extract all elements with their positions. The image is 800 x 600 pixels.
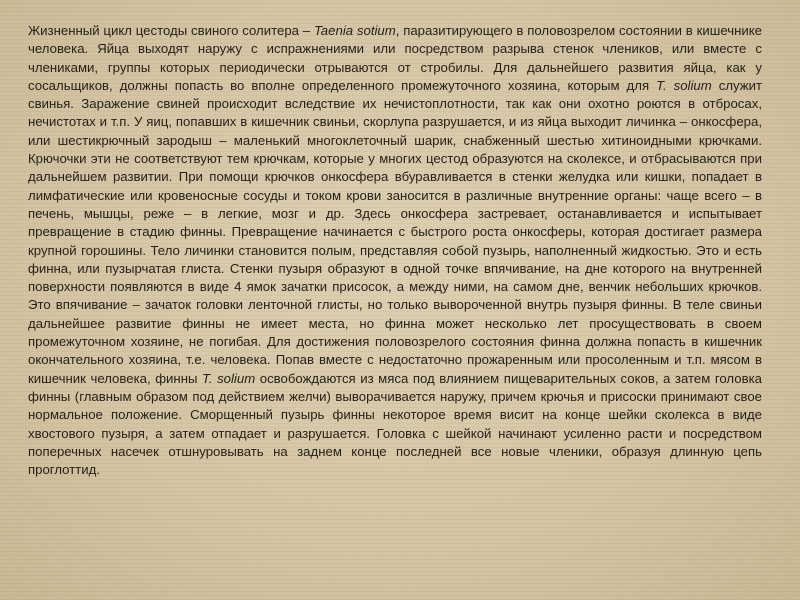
text-run: , паразитирующего в половозрелом состоянии в кишечнике человека. Яйца выходят наружу с испражнениями или посредством разрыва стенок члеников, или вместе с члениками, группы которых периодически отрываются от стробилы. Для дальнейшего развития яйца, как у сосальщиков, должны попасть во вполне определенного промежуточного хозяина, которым для [28, 23, 762, 93]
text-run: Жизненный цикл цестоды свиного солитера – [28, 23, 314, 38]
text-run: освобождаются из мяса под влиянием пищеварительных соков, а затем головка финны (главным образом под действием желчи) выворачивается наружу, причем крючья и присоски принимают свое нормальное положение. Сморщенный пузырь финны некоторое время висит на конце шейки сколекса в виде хвостового пузыря, а затем отпадает и разрушается. Головка с шейкой начинают усиленно расти и посредством поперечных насечек отшнуровывать на заднем конце последней все новые членики, образуя длинную цепь проглоттид. [28, 370, 762, 478]
species-name: T. solium [656, 77, 712, 93]
species-name: Taenia sotium [313, 23, 396, 38]
text-run: служит свинья. Заражение свиней происходит вследствие их нечистоплотности, так как они охотно роются в отбросах, нечистотах и т.п. У яиц, попавших в кишечник свиньи, скорлупа разрушается, и из яйца выходит личинка – онкосфера, или шестикрючный зародыш – маленький многоклеточный шарик, снабженный шестью хитиноидными крючками. Крючочки эти не соответствуют тем крючкам, которые у многих цестод образуются на сколексе, и отбрасываются при дальнейшем развитии. При помощи крючков онкосфера вбуравливается в стенки желудка или кишки, попадает в лимфатические или кровеносные сосуды и током крови заносится в различные внутренние органы: чаще всего – в печень, мышцы, реже – в легкие, мозг и др. Здесь онкосфера застревает, останавливается и испытывает превращение в стадию финны. Превращение начинается с быстрого роста онкосферы, которая достигает размера крупной горошины. Тело личинки становится полым, представляя собой пузырь, наполненный жидкостью. Это и есть финна, или пузырчатая глиста. Стенки пузыря образуют в одной точке впячивание, на дне которого на внутренней поверхности появляются в виде 4 ямок зачатки присосок, а между ними, на самом дне, венчик небольших крючков. Это впячивание – зачаток головки ленточной глисты, но только вывороченной внутрь пузыря финны. В теле свиньи дальнейшее развитие финны не имеет места, но финна может несколько лет просуществовать в своем промежуточном хозяине, не погибая. Для достижения половозрелого состояния финна должна попасть в кишечник окончательного хозяина, т.е. человека. Попав вместе с недостаточно прожаренным или просоленным и т.п. мясом в кишечник человека, финны [28, 77, 762, 386]
species-name: T. solium [202, 370, 256, 386]
body-paragraph [28, 22, 762, 479]
